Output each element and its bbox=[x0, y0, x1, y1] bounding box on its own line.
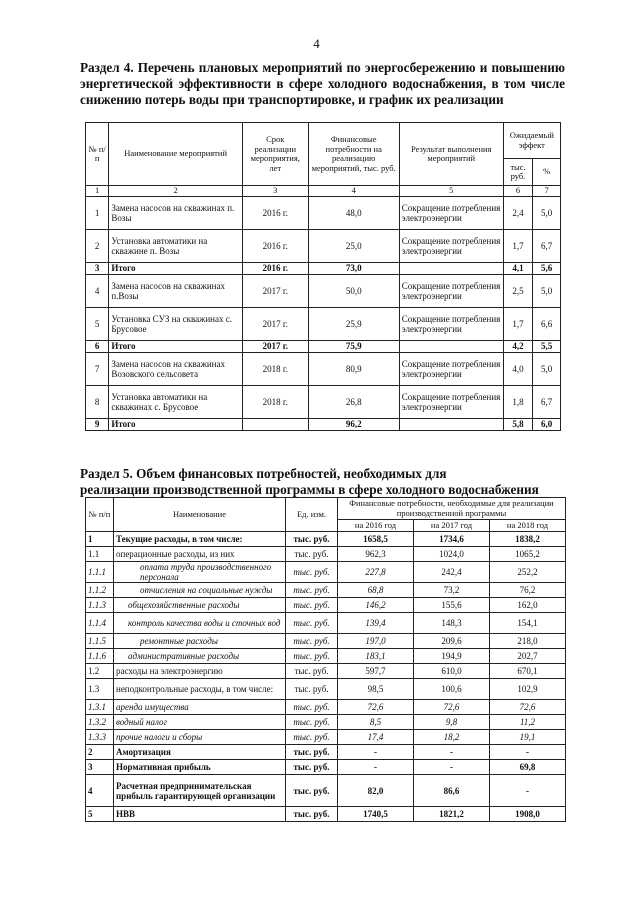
row-value: 1065,2 bbox=[490, 547, 566, 562]
row-unit: тыс. руб. bbox=[286, 634, 338, 649]
row-effect-pct: 6,7 bbox=[533, 229, 561, 262]
row-result: Сокращение потребления электроэнергии bbox=[399, 274, 503, 307]
row-unit: тыс. руб. bbox=[286, 562, 338, 583]
row-value: 183,1 bbox=[338, 649, 414, 664]
row-name: водный налог bbox=[114, 715, 286, 730]
row-result bbox=[399, 262, 503, 274]
row-name: Расчетная предпринимательская прибыль гарантирующей организации bbox=[114, 775, 286, 807]
row-finance: 50,0 bbox=[308, 274, 399, 307]
row-number: 1.1.1 bbox=[86, 562, 114, 583]
row-value: 72,6 bbox=[414, 700, 490, 715]
row-number: 3 bbox=[86, 760, 114, 775]
col-header-num: № п/п bbox=[86, 123, 109, 186]
row-name: аренда имущества bbox=[114, 700, 286, 715]
table-row bbox=[86, 715, 566, 730]
section4-table bbox=[85, 122, 561, 431]
table-row bbox=[86, 274, 561, 307]
row-value: 17,4 bbox=[338, 730, 414, 745]
row-number: 2 bbox=[86, 229, 109, 262]
table-row bbox=[86, 340, 561, 352]
col-header-name: Наименование bbox=[114, 498, 286, 532]
row-number: 3 bbox=[86, 262, 109, 274]
row-term: 2017 г. bbox=[242, 274, 308, 307]
section5-table-body bbox=[86, 532, 566, 822]
row-finance: 48,0 bbox=[308, 196, 399, 229]
row-term: 2016 г. bbox=[242, 262, 308, 274]
row-value: 76,2 bbox=[490, 583, 566, 598]
row-effect-pct: 6,7 bbox=[533, 385, 561, 418]
row-result: Сокращение потребления электроэнергии bbox=[399, 307, 503, 340]
row-value: 1658,5 bbox=[338, 532, 414, 547]
row-name: Установка автоматики на скважине п. Возы bbox=[109, 229, 243, 262]
row-value: 597,7 bbox=[338, 664, 414, 679]
row-value: 98,5 bbox=[338, 679, 414, 700]
row-effect-rub: 1,8 bbox=[503, 385, 533, 418]
row-value: 72,6 bbox=[490, 700, 566, 715]
table-row bbox=[86, 262, 561, 274]
row-number: 8 bbox=[86, 385, 109, 418]
row-value: 19,1 bbox=[490, 730, 566, 745]
row-number: 1.1.2 bbox=[86, 583, 114, 598]
row-name: Итого bbox=[109, 262, 243, 274]
row-finance: 96,2 bbox=[308, 418, 399, 430]
row-number: 7 bbox=[86, 352, 109, 385]
row-number: 5 bbox=[86, 307, 109, 340]
row-number: 1.2 bbox=[86, 664, 114, 679]
row-number: 1.1.5 bbox=[86, 634, 114, 649]
row-value: 8,5 bbox=[338, 715, 414, 730]
row-value: 102,9 bbox=[490, 679, 566, 700]
row-value: 162,0 bbox=[490, 598, 566, 613]
column-number-row bbox=[86, 186, 561, 197]
row-value: 202,7 bbox=[490, 649, 566, 664]
col-header-name: Наименование мероприятий bbox=[109, 123, 243, 186]
row-value: 209,6 bbox=[414, 634, 490, 649]
row-effect-pct: 6,0 bbox=[533, 418, 561, 430]
row-number: 1 bbox=[86, 532, 114, 547]
row-term bbox=[242, 418, 308, 430]
row-effect-rub: 1,7 bbox=[503, 307, 533, 340]
col-header-2018: на 2018 год bbox=[490, 520, 566, 532]
row-unit: тыс. руб. bbox=[286, 775, 338, 807]
table-row bbox=[86, 760, 566, 775]
row-value: 154,1 bbox=[490, 613, 566, 634]
row-number: 6 bbox=[86, 340, 109, 352]
row-name: контроль качества воды и сточных вод bbox=[114, 613, 286, 634]
row-value: 146,2 bbox=[338, 598, 414, 613]
row-name: Итого bbox=[109, 418, 243, 430]
row-value: 962,3 bbox=[338, 547, 414, 562]
row-term: 2017 г. bbox=[242, 307, 308, 340]
row-value: 86,6 bbox=[414, 775, 490, 807]
table-row bbox=[86, 745, 566, 760]
table-row bbox=[86, 634, 566, 649]
row-finance: 26,8 bbox=[308, 385, 399, 418]
row-value: 610,0 bbox=[414, 664, 490, 679]
row-term: 2017 г. bbox=[242, 340, 308, 352]
row-value: 1734,6 bbox=[414, 532, 490, 547]
col-header-result: Результат выполнения мероприятий bbox=[399, 123, 503, 186]
section5-heading-line2: реализации производственной программы в сфере холодного водоснабжения bbox=[80, 482, 539, 497]
row-name: административные расходы bbox=[114, 649, 286, 664]
row-finance: 25,0 bbox=[308, 229, 399, 262]
row-value: 69,8 bbox=[490, 760, 566, 775]
col-header-effect-rub: тыс. руб. bbox=[503, 159, 533, 186]
row-name: отчисления на социальные нужды bbox=[114, 583, 286, 598]
col-header-num: № п/п bbox=[86, 498, 114, 532]
row-value: 1740,5 bbox=[338, 807, 414, 822]
row-number: 9 bbox=[86, 418, 109, 430]
row-value: 194,9 bbox=[414, 649, 490, 664]
row-result bbox=[399, 418, 503, 430]
table-row bbox=[86, 418, 561, 430]
row-unit: тыс. руб. bbox=[286, 715, 338, 730]
row-name: Итого bbox=[109, 340, 243, 352]
section5-heading-line1: Раздел 5. Объем финансовых потребностей, необходимых для bbox=[80, 466, 447, 481]
col-header-finance: Финансовые потребности на реализацию мероприятий, тыс. руб. bbox=[308, 123, 399, 186]
row-finance: 80,9 bbox=[308, 352, 399, 385]
table-row bbox=[86, 700, 566, 715]
table-row bbox=[86, 307, 561, 340]
row-value: - bbox=[338, 745, 414, 760]
col-header-effect: Ожидаемый эффект bbox=[503, 123, 560, 159]
row-result: Сокращение потребления электроэнергии bbox=[399, 385, 503, 418]
section4-table-body bbox=[86, 196, 561, 430]
row-number: 4 bbox=[86, 775, 114, 807]
table-row bbox=[86, 352, 561, 385]
row-number: 1.3.1 bbox=[86, 700, 114, 715]
row-name: расходы на электроэнергию bbox=[114, 664, 286, 679]
row-name: Текущие расходы, в том числе: bbox=[114, 532, 286, 547]
row-name: Установка автоматики на скважинах с. Брусовое bbox=[109, 385, 243, 418]
table-row bbox=[86, 807, 566, 822]
row-name: Замена насосов на скважинах п. Возы bbox=[109, 196, 243, 229]
row-finance: 73,0 bbox=[308, 262, 399, 274]
row-value: 100,6 bbox=[414, 679, 490, 700]
row-unit: тыс. руб. bbox=[286, 598, 338, 613]
row-value: 197,0 bbox=[338, 634, 414, 649]
row-unit: тыс. руб. bbox=[286, 583, 338, 598]
row-value: 218,0 bbox=[490, 634, 566, 649]
row-number: 1.3 bbox=[86, 679, 114, 700]
section5-table bbox=[85, 497, 566, 822]
column-number-cell: 3 bbox=[242, 186, 308, 197]
row-value: 18,2 bbox=[414, 730, 490, 745]
col-header-2017: на 2017 год bbox=[414, 520, 490, 532]
row-number: 1 bbox=[86, 196, 109, 229]
row-value: 670,1 bbox=[490, 664, 566, 679]
table-row bbox=[86, 730, 566, 745]
row-effect-rub: 2,4 bbox=[503, 196, 533, 229]
row-number: 1.1 bbox=[86, 547, 114, 562]
row-number: 5 bbox=[86, 807, 114, 822]
row-number: 1.1.3 bbox=[86, 598, 114, 613]
column-number-cell: 4 bbox=[308, 186, 399, 197]
row-effect-rub: 4,0 bbox=[503, 352, 533, 385]
row-effect-pct: 5,6 bbox=[533, 262, 561, 274]
row-finance: 25,9 bbox=[308, 307, 399, 340]
row-result bbox=[399, 340, 503, 352]
row-finance: 75,9 bbox=[308, 340, 399, 352]
row-unit: тыс. руб. bbox=[286, 613, 338, 634]
row-effect-rub: 5,8 bbox=[503, 418, 533, 430]
table-row bbox=[86, 613, 566, 634]
row-result: Сокращение потребления электроэнергии bbox=[399, 229, 503, 262]
row-name: операционные расходы, из них bbox=[114, 547, 286, 562]
row-effect-rub: 1,7 bbox=[503, 229, 533, 262]
row-value: - bbox=[414, 745, 490, 760]
row-name: Установка СУЗ на скважинах с. Брусовое bbox=[109, 307, 243, 340]
row-result: Сокращение потребления электроэнергии bbox=[399, 352, 503, 385]
row-number: 1.1.6 bbox=[86, 649, 114, 664]
table-row bbox=[86, 196, 561, 229]
row-effect-rub: 4,2 bbox=[503, 340, 533, 352]
row-unit: тыс. руб. bbox=[286, 679, 338, 700]
row-name: прочие налоги и сборы bbox=[114, 730, 286, 745]
row-effect-pct: 5,0 bbox=[533, 274, 561, 307]
table-row bbox=[86, 583, 566, 598]
col-header-unit: Ед. изм. bbox=[286, 498, 338, 532]
column-number-cell: 1 bbox=[86, 186, 109, 197]
section5-heading bbox=[80, 466, 565, 498]
row-term: 2018 г. bbox=[242, 385, 308, 418]
row-result: Сокращение потребления электроэнергии bbox=[399, 196, 503, 229]
col-header-effect-pct: % bbox=[533, 159, 561, 186]
row-unit: тыс. руб. bbox=[286, 700, 338, 715]
row-value: 148,3 bbox=[414, 613, 490, 634]
row-value: 9,8 bbox=[414, 715, 490, 730]
row-value: - bbox=[414, 760, 490, 775]
row-number: 2 bbox=[86, 745, 114, 760]
row-value: 68,8 bbox=[338, 583, 414, 598]
column-number-cell: 6 bbox=[503, 186, 533, 197]
row-unit: тыс. руб. bbox=[286, 730, 338, 745]
row-effect-pct: 6,6 bbox=[533, 307, 561, 340]
row-number: 1.1.4 bbox=[86, 613, 114, 634]
row-unit: тыс. руб. bbox=[286, 547, 338, 562]
row-number: 1.3.3 bbox=[86, 730, 114, 745]
table-row bbox=[86, 229, 561, 262]
col-header-term: Срок реализации мероприятия, лет bbox=[242, 123, 308, 186]
row-unit: тыс. руб. bbox=[286, 760, 338, 775]
row-name: общехозяйственные расходы bbox=[114, 598, 286, 613]
row-value: 82,0 bbox=[338, 775, 414, 807]
row-value: - bbox=[490, 775, 566, 807]
row-value: 139,4 bbox=[338, 613, 414, 634]
table-row bbox=[86, 598, 566, 613]
column-number-cell: 2 bbox=[109, 186, 243, 197]
table-row bbox=[86, 649, 566, 664]
row-value: 72,6 bbox=[338, 700, 414, 715]
row-value: 11,2 bbox=[490, 715, 566, 730]
table-row bbox=[86, 664, 566, 679]
row-number: 4 bbox=[86, 274, 109, 307]
col-header-finance: Финансовые потребности, необходимые для реализации производственной программы bbox=[338, 498, 566, 520]
row-unit: тыс. руб. bbox=[286, 745, 338, 760]
row-effect-rub: 2,5 bbox=[503, 274, 533, 307]
row-value: 1821,2 bbox=[414, 807, 490, 822]
table-row bbox=[86, 385, 561, 418]
table-row bbox=[86, 562, 566, 583]
row-number: 1.3.2 bbox=[86, 715, 114, 730]
table-row bbox=[86, 679, 566, 700]
row-name: Амортизация bbox=[114, 745, 286, 760]
col-header-2016: на 2016 год bbox=[338, 520, 414, 532]
row-unit: тыс. руб. bbox=[286, 649, 338, 664]
page-number: 4 bbox=[313, 36, 320, 51]
row-effect-pct: 5,5 bbox=[533, 340, 561, 352]
row-value: - bbox=[490, 745, 566, 760]
row-name: неподконтрольные расходы, в том числе: bbox=[114, 679, 286, 700]
row-value: 155,6 bbox=[414, 598, 490, 613]
row-effect-rub: 4,1 bbox=[503, 262, 533, 274]
row-name: Замена насосов на скважинах Возовского сельсовета bbox=[109, 352, 243, 385]
section4-heading: Раздел 4. Перечень плановых мероприятий по энергосбережению и повышению энергетической эффективности в сфере холодного водоснабжения, в том числе снижению потерь воды при транспортировке, и график их реализации bbox=[80, 60, 565, 107]
row-effect-pct: 5,0 bbox=[533, 352, 561, 385]
row-name: оплата труда производственного персонала bbox=[114, 562, 286, 583]
table-row bbox=[86, 532, 566, 547]
row-name: Нормативная прибыль bbox=[114, 760, 286, 775]
row-value: 1908,0 bbox=[490, 807, 566, 822]
row-value: 73,2 bbox=[414, 583, 490, 598]
row-value: - bbox=[338, 760, 414, 775]
row-value: 1838,2 bbox=[490, 532, 566, 547]
row-term: 2018 г. bbox=[242, 352, 308, 385]
row-term: 2016 г. bbox=[242, 229, 308, 262]
row-value: 227,8 bbox=[338, 562, 414, 583]
row-value: 242,4 bbox=[414, 562, 490, 583]
row-value: 1024,0 bbox=[414, 547, 490, 562]
row-name: ремонтные расходы bbox=[114, 634, 286, 649]
row-effect-pct: 5,0 bbox=[533, 196, 561, 229]
table-row bbox=[86, 547, 566, 562]
row-unit: тыс. руб. bbox=[286, 807, 338, 822]
row-unit: тыс. руб. bbox=[286, 532, 338, 547]
column-number-cell: 5 bbox=[399, 186, 503, 197]
row-name: НВВ bbox=[114, 807, 286, 822]
row-name: Замена насосов на скважинах п.Возы bbox=[109, 274, 243, 307]
table-row bbox=[86, 775, 566, 807]
row-term: 2016 г. bbox=[242, 196, 308, 229]
row-value: 252,2 bbox=[490, 562, 566, 583]
column-number-cell: 7 bbox=[533, 186, 561, 197]
row-unit: тыс. руб. bbox=[286, 664, 338, 679]
